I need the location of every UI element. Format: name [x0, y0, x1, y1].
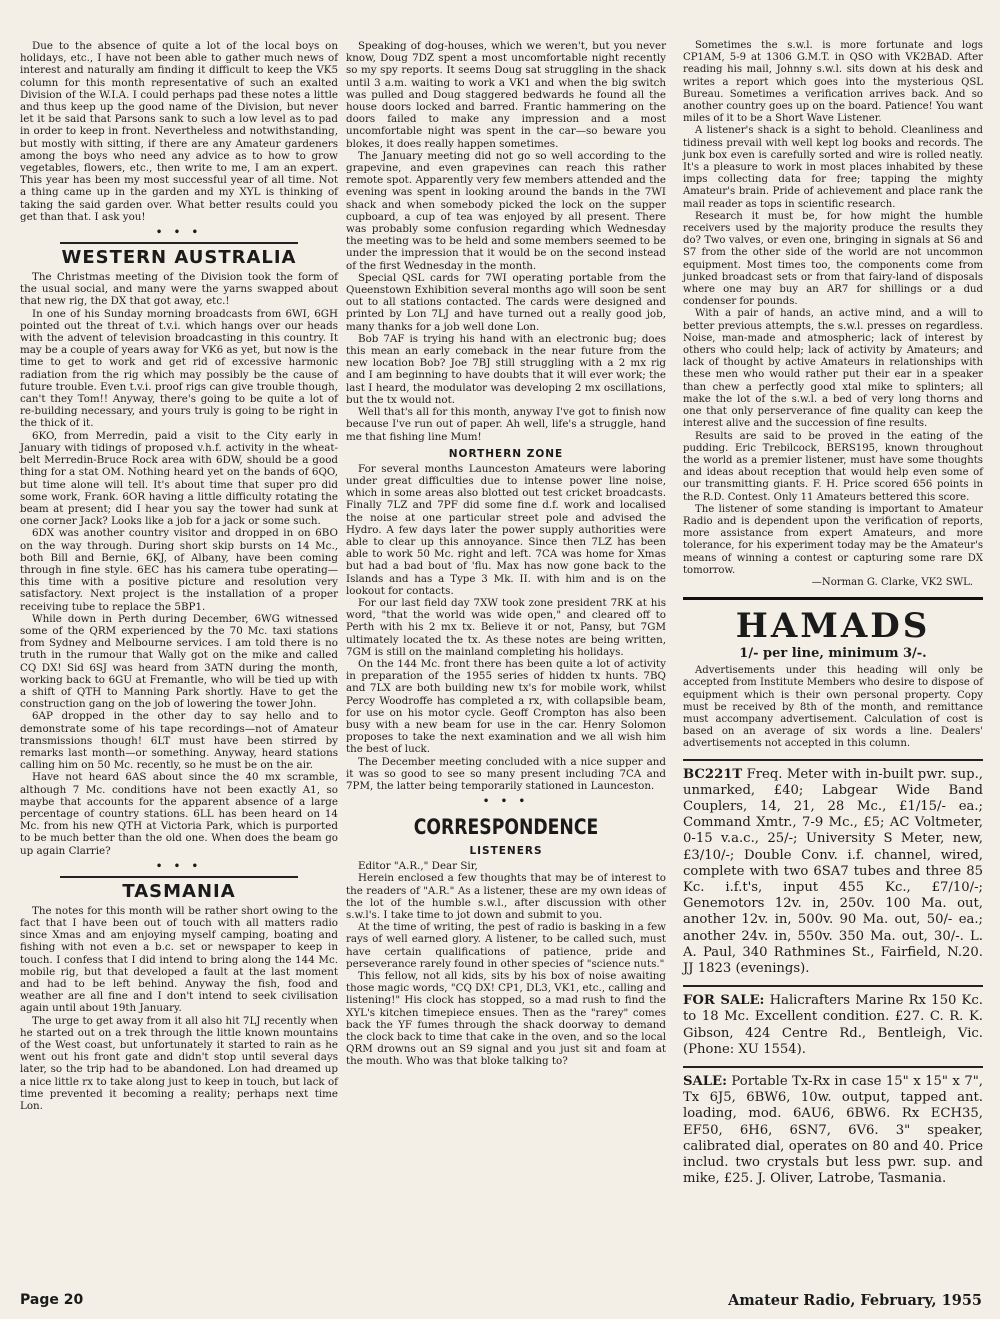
classified-ad: [683, 985, 983, 1058]
paragraph: Herein enclosed a few thoughts that may be of interest to the readers of "A.R." As a listener, these are my own ideas of the lot of the humble s.w.l., after discussion with other s.w.l's. I take time to jot down and submit to you.: [346, 872, 666, 921]
paragraph: For several months Launceston Amateurs were laboring under great difficulties due to intense power line noise, which in some areas also blotted out test cricket broadcasts. Finally 7LZ and 7PF did some fine d.f. work and localised the noise at one particular street pole and advised the Hydro. A few days later the power supply authorities were able to clear up this annoyance. Since then 7LZ has been able to work 50 Mc. right and left. 7CA was home for Xmas but had a bad bout of 'flu. Max has now gone back to the Islands and has a Type 3 Mk. II. with him and is on the lookout for contacts.: [346, 462, 666, 597]
paragraph: Results are said to be proved in the eating of the pudding. Eric Trebilcock, BERS195, known throughout the world as a premier listener, must have some thoughts and ideas about reception that would help even some of our transmitting giants. F. H. Price scored 656 points in the R.D. Contest. Only 11 Amateurs bettered this score.: [683, 430, 983, 503]
paragraph: While down in Perth during December, 6WG witnessed some of the QRM experienced by the 70 Mc. taxi stations from Sydney and Melbourne services. I am told there is no truth in the rumour that Wally got on the mike and called CQ DX! Sid 6SJ was heard from 3ATN during the month, working back to 6GU at Fremantle, who will be tied up with a shift of QTH to Manning Park shortly. Have to get the construction gang on the job of lowering the tower John.: [20, 612, 338, 711]
paragraph: Sometimes the s.w.l. is more fortunate and logs CP1AM, 5-9 at 1306 G.M.T. in QSO with VK2BAD. After reading his mail, Johnny s.w.l. sits down at his desk and writes a report which goes into the mysterious QSL Bureau. Sometimes a verification arrives back. And so another country goes up on the board. Patience! You want miles of it to be a Short Wave Listener.: [683, 40, 983, 125]
column-2: [346, 40, 666, 1068]
hamads-section: [683, 597, 983, 750]
divider-rule: [60, 242, 298, 244]
divider-rule: [60, 876, 298, 878]
paragraph: Speaking of dog-houses, which we weren't, but you never know, Doug 7DZ spent a most uncomfortable night recently so my spy reports. It seems Doug sat struggling in the shack until 3 a.m. waiting to work a VK1 and when the big switch was pulled and Doug staggered bedwards he found all the house doors locked and barred. Frantic hammering on the doors failed to make any impression and a most uncomfortable night was spent in the car—so beware you blokes, it does really happen sometimes.: [346, 40, 666, 150]
paragraph: 6AP dropped in the other day to say hello and to demonstrate some of his tape recordings—not of Amateur transmissions though! 6LT must have been stirred by remarks last month—or something. Anyway, heard stations calling him on 50 Mc. recently, so he must be on the air.: [20, 710, 338, 772]
section-divider: • • •: [155, 860, 203, 872]
paragraph: The listener of some standing is important to Amateur Radio and is dependent upon the verification of reports, more assistance from expert Amateurs, and more tolerance, for his experiment today may be the Amateur's means of winning a contest or capturing some rare DX tomorrow.: [683, 503, 983, 576]
paragraph: Due to the absence of quite a lot of the local boys on holidays, etc., I have not been able to gather much news of interest and naturally am finding it difficult to keep the VK5 column for this month representative of such an exalted Division of the W.I.A. I could perhaps pad these notes a little and thus keep up the good name of the Division, but never let it be said that Parsons sank to such a low level as to pad in order to keep in front. Nevertheless and notwithstanding, but mostly with sitting, if there are any Amateur gardeners among the boys who need any advice as to how to grow vegetables, flowers, etc., then write to me, I am an expert. This year has been my most successful year of all time. Not a thing came up in the garden and my XYL is thinking of taking the said garden over. What better results could you get than that. I ask you!: [20, 40, 338, 223]
classified-ad: [683, 759, 983, 978]
paragraph: Editor "A.R.," Dear Sir,: [358, 860, 478, 873]
letter-body: [346, 860, 666, 1067]
paragraph: On the 144 Mc. front there has been quite a lot of activity in preparation of the 1955 series of hidden tx hunts. 7BQ and 7LX are both building new tx's for mobile work, whilst Percy Woodroffe has completed a rx, with collapsible beam, for use on his motor cycle. Geoff Crompton has also been busy with a new beam for use in the car. Henry Solomon proposes to take the next examination and we all wish him the best of luck.: [346, 657, 666, 756]
paragraph: The urge to get away from it all also hit 7LJ recently when he started out on a trek through the little known mountains of the West coast, but unfortunately it started to rain as he went out his front gate and didn't stop until several days later, so the trip had to be abandoned. Lon had dreamed up a nice little rx to take along just to keep in touch, but lack of time prevented it becoming a reality; perhaps next time Lon.: [20, 1014, 338, 1113]
section-divider: • • •: [155, 227, 203, 239]
section-heading-western-australia: WESTERN AUSTRALIA: [61, 247, 297, 269]
paragraph: Bob 7AF is trying his hand with an electronic bug; does this mean an early comeback in the near future from the new location Bob? Joe 7BJ still struggling with a 2 mx rig and I am beginning to have doubts that it will ever work; the last I heard, the modulator was developing 2 mx oscillations, but the tx would not.: [346, 332, 666, 406]
ad-body: Portable Tx-Rx in case 15" x 15" x 7", Tx 6J5, 6BW6, 10w. output, tapped ant. loading, mod. 6AU6, 6BW6. Rx ECH35, EF50, 6H6, 6SN7, 6V6. 3" speaker, calibrated dial, operates on 80 and 40. Price includ. two crystals but less pwr. sup. and mike, £25. J. Oliver, Latrobe, Tasmania.: [683, 1074, 983, 1187]
paragraph: Well that's all for this month, anyway I've got to finish now because I've run out of paper. Ah well, life's a struggle, hand me that fishing line Mum!: [346, 406, 666, 443]
tas-notes: [20, 905, 338, 1112]
paragraph: In one of his Sunday morning broadcasts from 6WI, 6GH pointed out the threat of t.v.i. which hangs over our heads with the advent of television broadcasting in this country. It may be a couple of years away for VK6 as yet, but now is the time to get to work and get rid of excessive harmonic radiation from the rig which may possibly be the cause of future trouble. Even t.v.i. proof rigs can give trouble though, can't they Tom!! Anyway, there's going to be quite a lot of re-building necessary, and yours truly is going to be right in the thick of it.: [20, 307, 338, 430]
classified-ad: [683, 1066, 983, 1187]
subheading-northern-zone: NORTHERN ZONE: [448, 447, 564, 460]
ad-text: [683, 1074, 983, 1187]
hamads-rate: 1/- per line, minimum 3/-.: [739, 646, 927, 662]
vk5-notes: [20, 40, 338, 223]
paragraph: The notes for this month will be rather short owing to the fact that I have been out of touch with all matters radio since Xmas and am enjoying myself camping, boating and fishing with not even a b.c. set or newspaper to keep in touch. I confess that I did intend to bring along the 144 Mc. mobile rig, but that developed a fault at the last moment and had to be left behind. Anyway the fish, food and weather are all fine and I don't intend to seek civilisation again until about 19th January.: [20, 904, 338, 1015]
column-3: [683, 40, 983, 1187]
wa-notes: [20, 271, 338, 857]
paragraph: This fellow, not all kids, sits by his box of noise awaiting those magic words, "CQ DX! CP1, DL3, VK1, etc., calling and listening!" His clock has stopped, so a mad rush to find the XYL's kitchen timepiece ensues. Then as the "rarey" comes back the YF fumes through the shack doorway to demand the clock back to time that cake in the oven, and so the local QRM drowns out an S9 signal and you just sit and foam at the mouth. Who was that bloke talking to?: [346, 970, 666, 1068]
paragraph: 6DX was another country visitor and dropped in on 6BO on the way through. During short skip bursts on 14 Mc., both Bill and Bernie, 6KJ, of Albany, have been coming through in fine style. 6EC has his camera tube operating—this time with a positive picture and resolution very satisfactory. Next project is the installation of a proper receiving tube to replace the 5BP1.: [20, 527, 338, 613]
ad-text: [683, 767, 983, 978]
page-number: Page 20: [20, 1292, 84, 1308]
paragraph: Have not heard 6AS about since the 40 mx scramble, although 7 Mc. conditions have not been exactly A1, so maybe that accounts for the apparent absence of a large percentage of country stations. 6LL has been heard on 14 Mc. from his new QTH at Victoria Park, which is purported to be much better than the old one. When does the beam go up again Clarrie?: [20, 771, 338, 857]
paragraph: For our last field day 7XW took zone president 7RK at his word, "that the world was wide open," and cleared off to Perth with his 2 mx tx. Believe it or not, Pansy, but 7GM ultimately located the tx. As these notes are being written, 7GM is still on the mainland completing his holidays.: [346, 596, 666, 658]
tas-notes-continued: [346, 40, 666, 443]
letter-signature: —Norman G. Clarke, VK2 SWL.: [811, 576, 973, 588]
letter-body-continued: [683, 40, 983, 589]
hamads-conditions: Advertisements under this heading will only be accepted from Institute Members who desire to dispose of equipment which is their own personal property. Copy must be received by 8th of the month, and remittance must accompany advertisement. Calculation of cost is based on an average of six words a line. Dealers' advertisements not accepted in this column.: [683, 665, 983, 750]
ad-lead: SALE:: [683, 1074, 727, 1090]
paragraph: Special QSL cards for 7WI operating portable from the Queenstown Exhibition several months ago will soon be sent out to all stations contacted. The cards were designed and printed by Lon 7LJ and have turned out a really good job, many thanks for a job well done Lon.: [346, 271, 666, 333]
paragraph: At the time of writing, the pest of radio is basking in a few rays of well earned glory. A listener, to be called such, must have certain qualifications of patience, pride and perseverance rarely found in other species of "science nuts.": [346, 921, 666, 970]
paragraph: The December meeting concluded with a nice supper and it was so good to see so many present including 7CA and 7PM, the latter being temporarily stationed in Launceston.: [346, 755, 666, 792]
ad-text: [683, 993, 983, 1058]
ad-lead: BC221T: [683, 766, 743, 782]
paragraph: Research it must be, for how might the humble receivers used by the majority produce the results they do? Two valves, or even one, bringing in signals at S6 and S7 from the other side of the world are not uncommon equipment. Most times too, the components come from junked broadcast sets or from that fairy-land of disposals where one may buy an AR7 for shillings or a dud condenser for pounds.: [683, 210, 983, 308]
paragraph: The January meeting did not go so well according to the grapevine, and even grapevines can reach this rather remote spot. Apparently very few members attended and the evening was spent in looking around the bands in the 7WI shack and when somebody picked the lock on the supper cupboard, a cup of tea was enjoyed by all present. There was probably some confusion regarding which Wednesday the meeting was to be held and some members seemed to be under the impression that it would be on the second instead of the first Wednesday in the month.: [346, 149, 666, 272]
section-heading-correspondence: CORRESPONDENCE: [413, 815, 599, 840]
section-divider: • • •: [482, 796, 530, 808]
column-1: [20, 40, 338, 1112]
section-heading-hamads: HAMADS: [735, 606, 931, 647]
paragraph: 6KO, from Merredin, paid a visit to the City early in January with tidings of proposed v.h.f. activity in the wheat-belt Merredin-Bruce Rock area with 6DW, should be a good thing for a stat OM. Nothing heard yet on the bands of 6QO, but time alone will tell. It's about time that super pro did some work, Frank. 6OR having a little difficulty rotating the beam at present; did I hear you say the tower had sunk at one corner Jack? Looks like a job for a jack or some such.: [20, 429, 338, 528]
paragraph: With a pair of hands, an active mind, and a will to better previous attempts, the s.w.l. presses on regardless. Noise, man-made and atmospheric; lack of interest by others who could help; lack of activity by Amateurs; and lack of thought by active Amateurs in relationships with these men who would rather put their ear in a speaker than chew a perfectly good xtal mike to splinters; all make the lot of the s.w.l. a bed of very long thorns and one that only perserverance of fine quality can keep the interest alive and the succession of fine results.: [683, 308, 983, 430]
ad-body: Halicrafters Marine Rx 150 Kc. to 18 Mc. Excellent condition. £27. C. R. K. Gibson, 424 Centre Rd., Bentleigh, Vic. (Phone: XU 1554).: [683, 993, 983, 1057]
paragraph: A listener's shack is a sight to behold. Cleanliness and tidiness prevail with well kept log books and records. The junk box even is carefully sorted and wire is rolled neatly. It's a pleasure to work in most places inhabited by these imps collecting data for free; tapping the mighty Amateur's brain. Pride of achievement and place rank the mail reader as tops in scientific research.: [683, 125, 983, 210]
subheading-listeners: LISTENERS: [469, 845, 543, 858]
ad-lead: FOR SALE:: [683, 993, 765, 1009]
section-heading-tasmania: TASMANIA: [122, 880, 236, 902]
issue-line: Amateur Radio, February, 1955: [728, 1292, 982, 1309]
northern-zone-notes: [346, 463, 666, 792]
ad-body: Freq. Meter with in-built pwr. sup., unmarked, £40; Labgear Wide Band Couplers, 14, 21, 28 Mc., £1/15/- ea.; Command Xmtr., 7-9 Mc., £5; AC Voltmeter, 0-15 v.a.c., 25/-; University S Meter, new, £3/10/-; Double Conv. i.f. channel, wired, complete with two 6SA7 tubes and three 85 Kc. i.f.t's, input 455 Kc., £7/10/-; Genemotors 12v. in, 250v. 100 Ma. out, another 12v. in, 500v. 90 Ma. out, 50/- ea.; another 24v. in, 550v. 350 Ma. out, 30/-. L. A. Paul, 340 Rathmines St., Fairfield, N.20. JJ 1823 (evenings).: [683, 766, 983, 976]
paragraph: The Christmas meeting of the Division took the form of the usual social, and many were the yarns swapped about that new rig, the DX that got away, etc.!: [20, 271, 338, 308]
